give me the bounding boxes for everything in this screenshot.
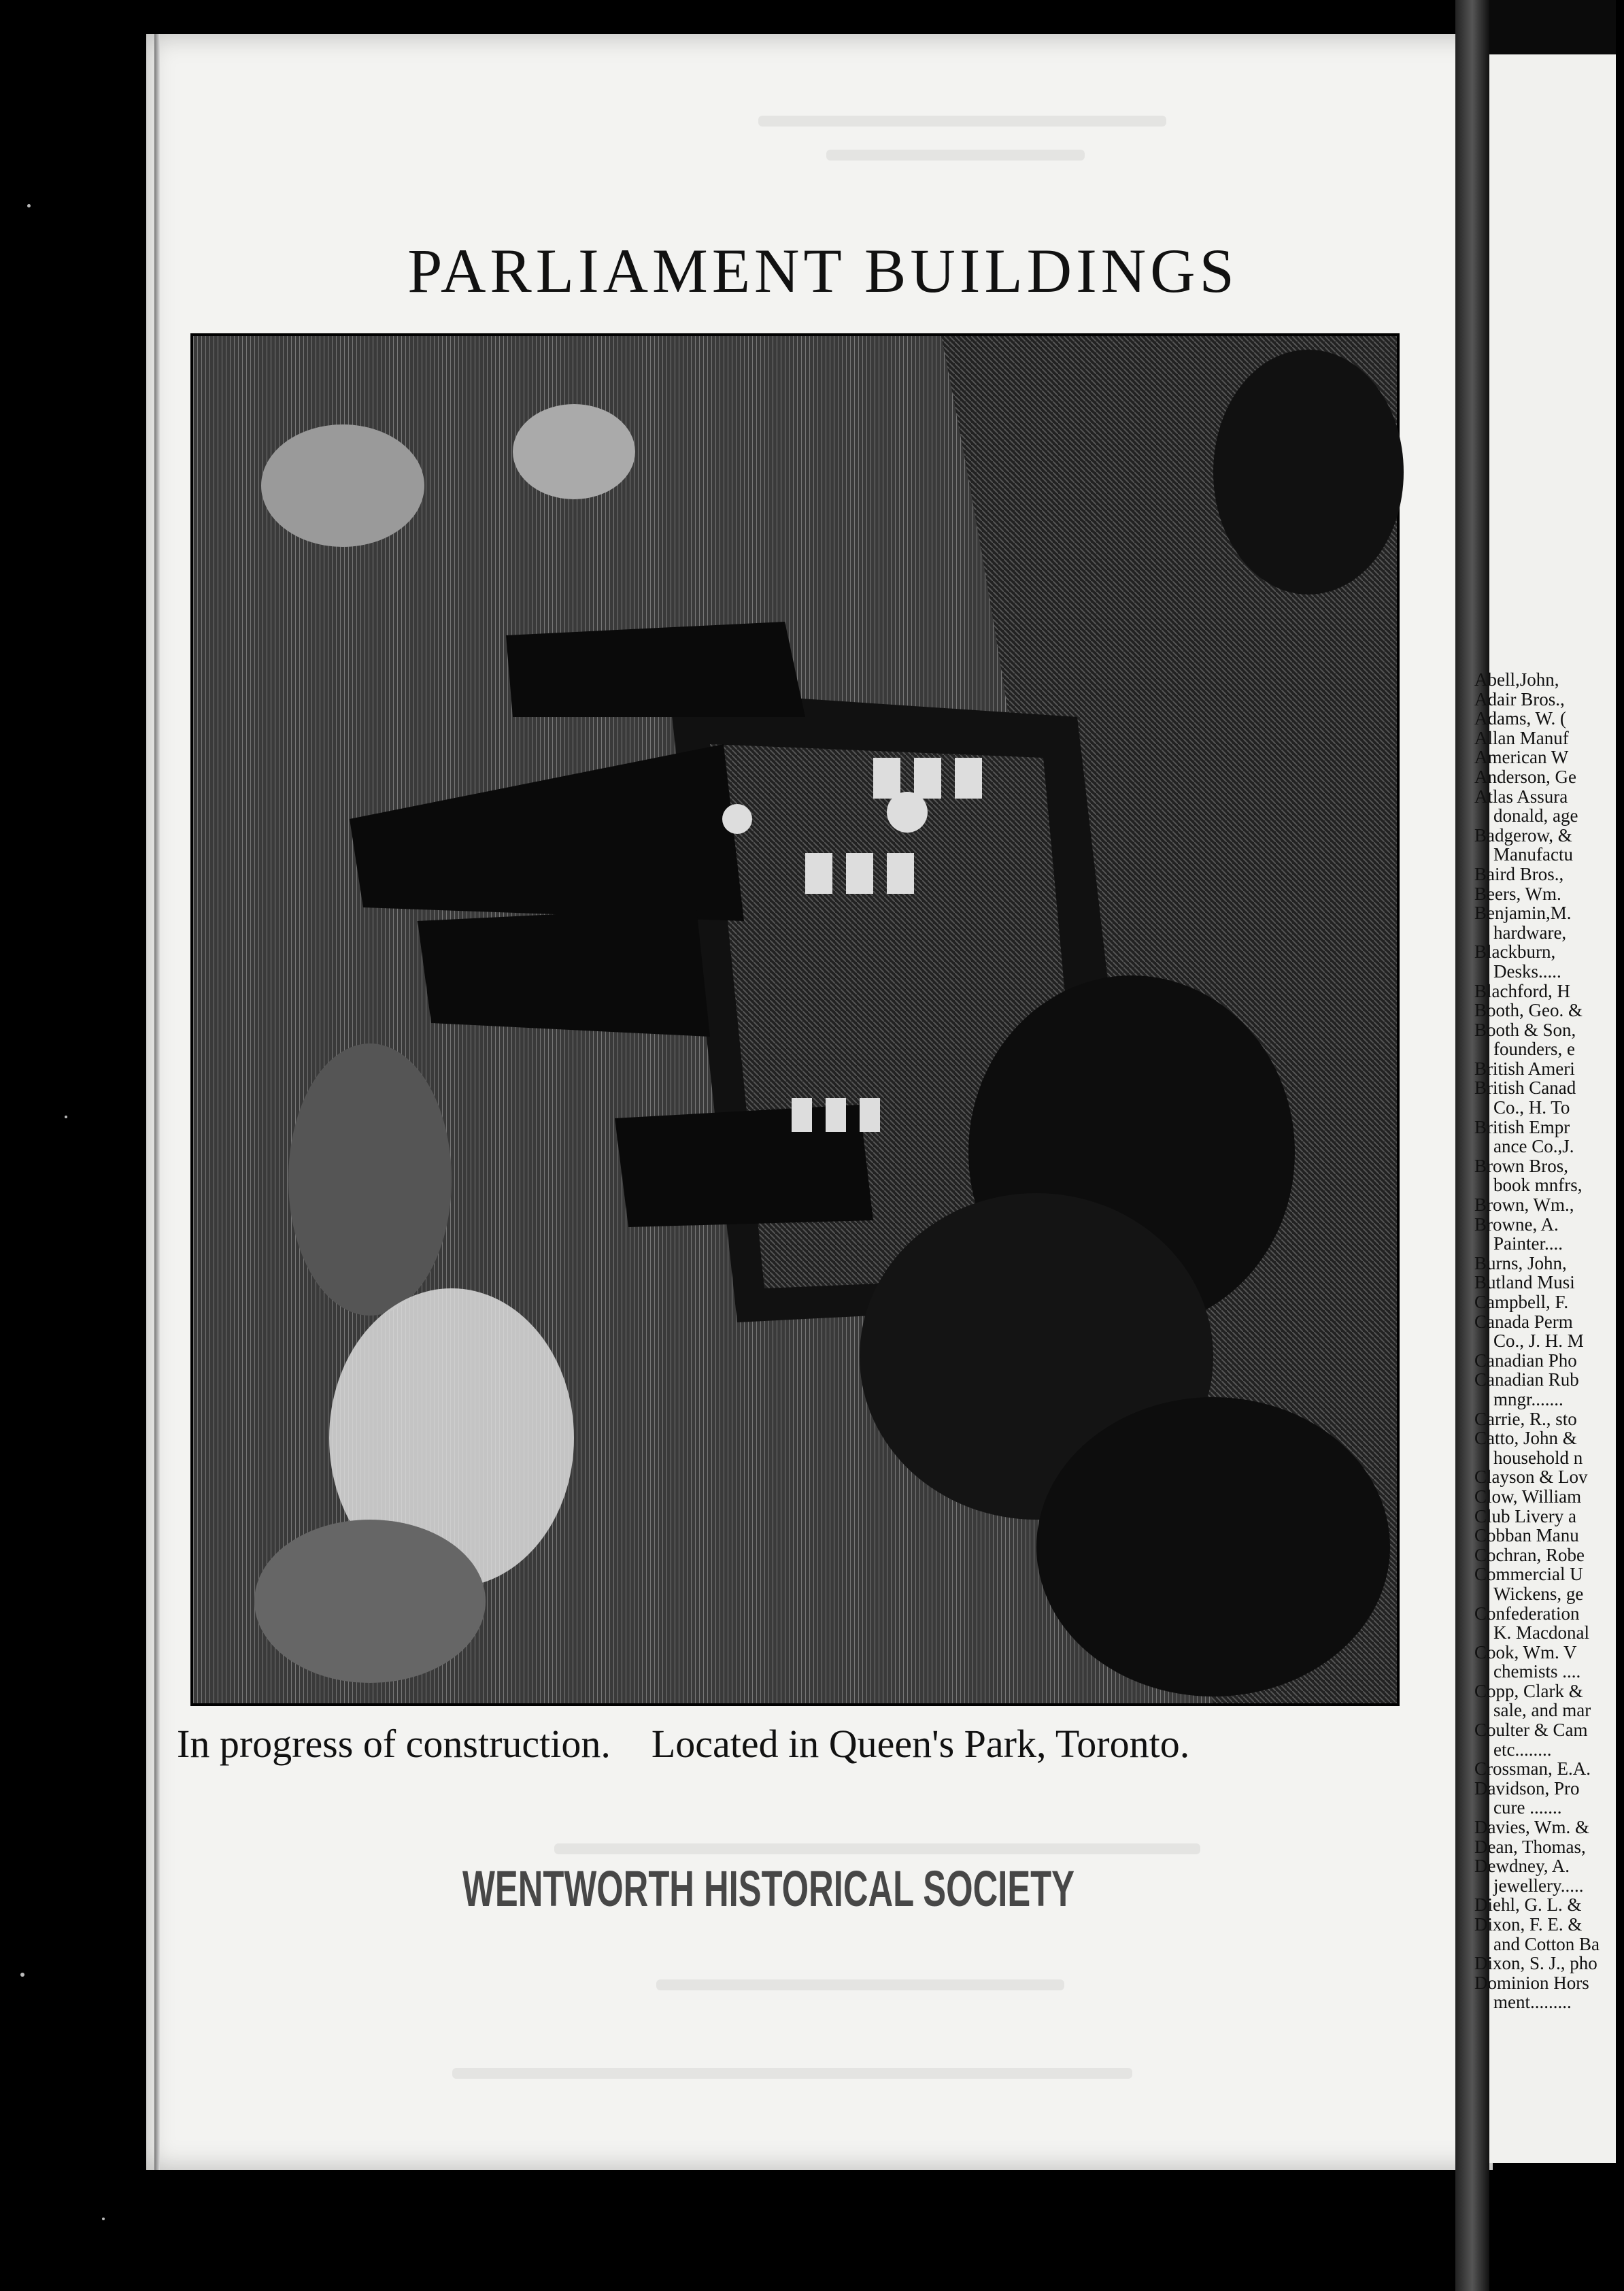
index-entry: Dixon, S. J., pho [1474,1953,1597,1974]
index-entry: Dewdney, A. [1474,1856,1570,1877]
bleed-through-text [826,150,1085,161]
page-fold [154,34,160,2170]
advertiser-index-list [1474,670,1624,2012]
index-entry: Adair Bros., [1474,688,1565,709]
index-entry: Commercial U [1474,1564,1583,1585]
index-entry: Canada Perm [1474,1311,1573,1332]
index-entry: Coulter & Cam [1474,1720,1588,1741]
index-entry: Dean, Thomas, [1474,1836,1586,1857]
index-entry: Dominion Hors [1474,1972,1589,1993]
engraving-of-parliament-buildings-icon [190,333,1400,1706]
index-entry: household n [1493,1447,1583,1468]
index-entry: and Cotton Ba [1493,1933,1600,1954]
index-entry: Brown Bros, [1474,1155,1569,1176]
index-entry: Butland Musi [1474,1272,1575,1293]
index-entry: Abell,John, [1474,669,1559,690]
index-entry: Carrie, R., sto [1474,1408,1577,1429]
bleed-through-text [656,1979,1064,1990]
index-entry: Davidson, Pro [1474,1777,1580,1799]
scan-speck [102,2218,105,2220]
index-entry: ment......... [1493,1992,1572,2013]
index-entry: book mnfrs, [1493,1175,1583,1196]
scan-speck [27,204,31,207]
index-entry: American W [1474,747,1569,768]
index-entry: Allan Manuf [1474,727,1569,748]
wentworth-historical-society-stamp [449,1850,1088,1925]
caption-construction: In progress of construction. [177,1722,611,1766]
index-entry: Atlas Assura [1474,786,1568,807]
index-entry: Burns, John, [1474,1252,1567,1273]
index-entry: Beers, Wm. [1474,883,1561,904]
bleed-through-text [758,116,1166,127]
index-entry: Crossman, E.A. [1474,1758,1591,1779]
index-entry: jewellery..... [1493,1875,1584,1896]
index-entry: Clayson & Lov [1474,1467,1588,1488]
index-entry: Adams, W. ( [1474,708,1566,729]
index-entry: Cochran, Robe [1474,1544,1585,1565]
index-entry: Catto, John & [1474,1428,1577,1449]
index-column-clip [1461,667,1616,2027]
bleed-through-text [452,2068,1132,2079]
index-entry: donald, age [1493,805,1578,826]
index-entry: British Empr [1474,1116,1570,1137]
index-entry: Booth & Son, [1474,1019,1576,1040]
index-entry: Blackburn, [1474,941,1556,963]
page-title: PARLIAMENT BUILDINGS [407,236,1238,305]
index-entry: ance Co.,J. [1493,1136,1574,1157]
index-entry: Dixon, F. E. & [1474,1914,1583,1935]
index-entry: Copp, Clark & [1474,1680,1583,1701]
index-entry: Brown, Wm., [1474,1194,1574,1216]
index-entry: Club Livery a [1474,1505,1576,1526]
illustration-caption [177,1721,1367,1767]
index-entry: chemists .... [1493,1661,1581,1682]
index-entry: Badgerow, & [1474,824,1572,846]
index-entry: Desks..... [1493,960,1561,982]
index-entry: sale, and mar [1493,1700,1591,1721]
index-entry: Co., J. H. M [1493,1331,1584,1352]
index-entry: Baird Bros., [1474,863,1564,884]
index-entry: cure ....... [1493,1797,1562,1818]
index-entry: Cook, Wm. V [1474,1641,1577,1662]
index-entry: Canadian Pho [1474,1350,1577,1371]
index-entry: Manufactu [1493,844,1573,865]
index-entry: hardware, [1493,922,1567,943]
index-entry: Diehl, G. L. & [1474,1894,1582,1916]
index-entry: Wickens, ge [1493,1583,1584,1604]
index-entry: Co., H. To [1493,1097,1570,1118]
index-entry: Browne, A. [1474,1214,1559,1235]
index-entry: Clow, William [1474,1486,1582,1507]
scan-speck [20,1973,24,1977]
index-entry: British Canad [1474,1077,1576,1099]
index-entry: Blachford, H [1474,980,1570,1001]
index-entry: Davies, Wm. & [1474,1817,1589,1838]
index-entry: mngr....... [1493,1388,1563,1409]
index-entry: Benjamin,M. [1474,903,1572,924]
caption-location: Located in Queen's Park, Toronto. [651,1722,1190,1766]
index-entry: Canadian Rub [1474,1369,1579,1390]
index-entry: Campbell, F. [1474,1292,1569,1312]
index-entry: K. Macdonal [1493,1622,1589,1643]
index-entry: founders, e [1493,1039,1575,1060]
svg-text:WENTWORTH HISTORICAL SOCIETY: WENTWORTH HISTORICAL SOCIETY [462,1860,1075,1917]
index-entry: Cobban Manu [1474,1525,1579,1546]
index-entry: Painter.... [1493,1233,1563,1254]
scan-speck [65,1116,67,1118]
index-entry: Anderson, Ge [1474,766,1576,787]
index-entry: Booth, Geo. & [1474,1000,1583,1021]
index-entry: British Ameri [1474,1058,1575,1079]
index-entry: Confederation [1474,1603,1580,1624]
index-entry: etc........ [1493,1739,1552,1760]
scan-edge [1489,0,1616,54]
